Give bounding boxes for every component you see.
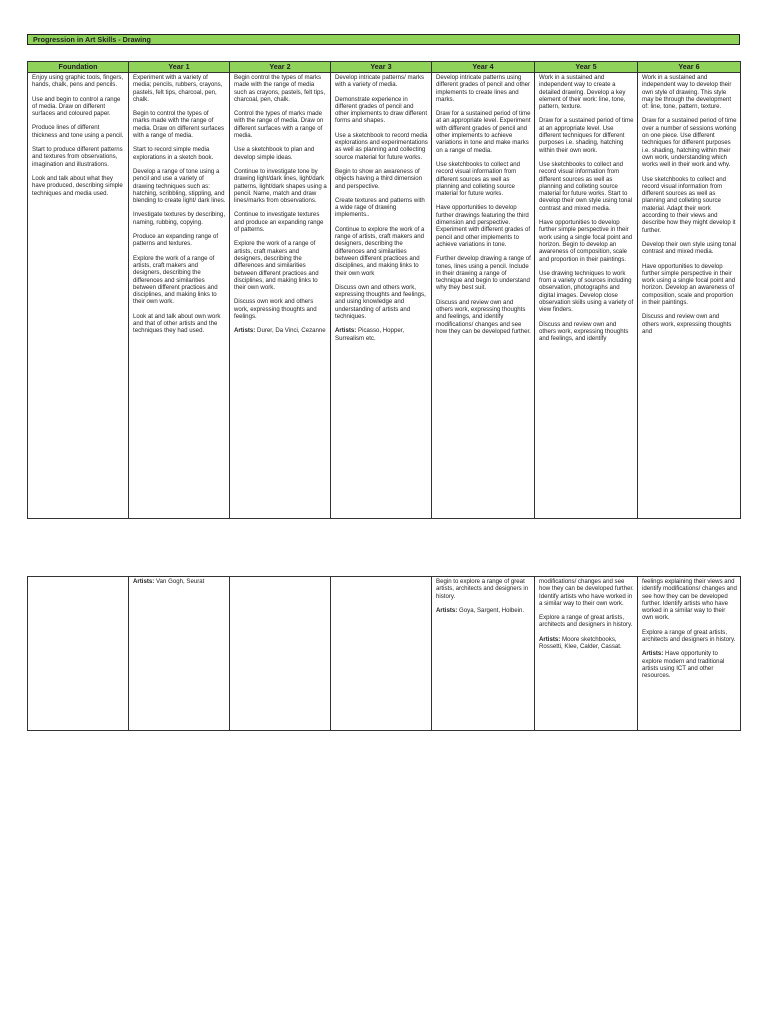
cell-paragraph: Develop intricate patterns using different grades of pencil and other implements to create lines and marks. xyxy=(436,74,531,103)
column-header: Year 1 xyxy=(129,62,230,73)
cell-year-2 xyxy=(230,577,331,731)
artists-line xyxy=(436,607,531,614)
cell-paragraph: Enjoy using graphic tools, fingers, hands, chalk, pens and pencils. xyxy=(32,74,124,89)
artists-names: Goya, Sargent, Holbein. xyxy=(457,606,525,614)
cell-paragraph: Begin to explore a range of great artists, architects and designers in history. xyxy=(436,578,529,600)
cell-paragraph: Produce an expanding range of patterns and textures. xyxy=(133,233,219,248)
cell-paragraph: Look and talk about what they have produced, describing simple techniques and media used. xyxy=(32,174,123,197)
cell-paragraph: Look at and talk about own work and that of other artists and the techniques they had used. xyxy=(133,312,221,335)
cell-paragraph: Control the types of marks made with the range of media. Draw on different surfaces with a range of media. xyxy=(234,110,324,140)
header-row xyxy=(28,62,741,73)
artists-names: Moore sketchbooks, Rossetti, Klee, Calder, Cassat. xyxy=(539,635,622,651)
cell-year-5 xyxy=(535,73,638,519)
cell-year-1 xyxy=(129,577,230,731)
artists-label: Artists: xyxy=(133,578,155,585)
cell-foundation xyxy=(28,577,129,731)
artists-line xyxy=(539,636,634,651)
page-title: Progression in Art Skills - Drawing xyxy=(27,34,740,45)
cell-paragraph: Investigate textures by describing, naming, rubbing, copying. xyxy=(133,211,226,226)
cell-paragraph: Demonstrate experience in different grades of pencil and other implements to draw different forms and shapes. xyxy=(335,95,428,125)
cell-paragraph: Begin to show an awareness of objects having a third dimension and perspective. xyxy=(335,167,423,190)
cell-year-4 xyxy=(432,73,535,519)
cell-paragraph: Draw for a sustained period of time over a number of sessions working on one piece. Use different techniques for different purposes i.e. shading, hatching within their own work, understanding which works well in their work and why. xyxy=(642,117,737,169)
cell-year-2 xyxy=(230,73,331,519)
cell-paragraph: Discuss and review own and others work, expressing thoughts and feelings, and identify xyxy=(539,320,629,343)
cell-paragraph: Continue to investigate tone by drawing light/dark lines, light/dark patterns, light/dark shapes using a pencil. Name, match and draw lines/marks from observations. xyxy=(234,167,327,205)
cell-year-5 xyxy=(535,577,638,731)
cell-paragraph: Develop intricate patterns/ marks with a variety of media. xyxy=(335,74,425,89)
cell-paragraph: modifications/ changes and see how they can be developed further. Identify artists who have worked in a similar way to their own work. xyxy=(539,578,634,607)
artists-label: Artists: xyxy=(335,327,357,335)
cell-paragraph: Explore a range of great artists, architects and designers in history. xyxy=(539,614,633,629)
cell-paragraph: Further develop drawing a range of tones, lines using a pencil. Include in their drawing a range of technique and begin to understand why they best suit. xyxy=(436,255,531,292)
cell-paragraph: Experiment with a variety of media; pencils, rubbers, crayons, pastels, felt tips, charcoal, pen, chalk. xyxy=(133,74,223,103)
artists-label: Artists: xyxy=(234,327,256,335)
artists-line xyxy=(335,327,428,342)
artists-names: Van Gogh, Seurat xyxy=(154,578,205,585)
cell-paragraph: Continue to investigate textures and produce an expanding range of patterns. xyxy=(234,211,324,234)
cell-paragraph: Continue to explore the work of a range of artists, craft makers and designers, describing the differences and similarities between different practices and disciplines, and making links to their own work xyxy=(335,225,425,277)
cell-paragraph: Explore the work of a range of artists, craft makers and designers, describing the differences and similarities between different practices and disciplines, and making links to their own work. xyxy=(133,254,218,306)
cell-paragraph: Begin control the types of marks made with the range of media such as crayons, pastels, felt tips, charcoal, pen, chalk. xyxy=(234,74,326,103)
column-header: Year 6 xyxy=(638,62,741,73)
cell-paragraph: Explore a range of great artists, architects and designers in history. xyxy=(642,628,736,644)
cell-paragraph: Develop a range of tone using a pencil and use a variety of drawing techniques such as: hatching, scribbling, stippling, and blending to create light/ dark lines. xyxy=(133,167,226,205)
cell-paragraph: Begin to control the types of marks made with the range of media. Draw on different surfaces with a range of media. xyxy=(133,110,224,140)
cell-year-3 xyxy=(331,577,432,731)
artists-names: Durer, Da Vinci, Cezanne xyxy=(255,327,326,335)
artists-label: Artists: xyxy=(436,606,458,614)
cell-paragraph: Use and begin to control a range of media. Draw on different surfaces and coloured paper. xyxy=(32,95,121,118)
cell-year-4 xyxy=(432,577,535,731)
cell-paragraph: Discuss own work and others work, expressing thoughts and feelings. xyxy=(234,298,317,321)
cell-paragraph: Draw for a sustained period of time at an appropriate level. Use different techniques for different purposes i.e. shading, hatching within their own work. xyxy=(539,117,634,154)
column-header: Year 4 xyxy=(432,62,535,73)
cell-paragraph: Use a sketchbook to record media explorations and experimentations as well as planning and collecting source material for future works. xyxy=(335,131,428,161)
cell-paragraph: Have opportunities to develop further drawings featuring the third dimension and perspective. Experiment with different grades of pencil and other implements to achieve variations in tone. xyxy=(436,204,531,248)
cell-paragraph: Use sketchbooks to collect and record visual information from different sources as well as planning and colleting source material for future works. xyxy=(436,160,521,198)
cell-paragraph: Start to record simple media explorations in a sketch book. xyxy=(133,146,214,161)
cell-paragraph: Start to produce different patterns and textures from observations, imagination and illustrations. xyxy=(32,146,123,168)
artists-line xyxy=(133,578,226,585)
cell-paragraph: Use sketchbooks to collect and record visual information from different sources as well as planning and colleting source material. Adapt their work according to their views and describe how they might develop it further. xyxy=(642,175,736,234)
artists-label: Artists: xyxy=(642,650,664,658)
cell-paragraph: Have opportunities to develop further simple perspective in their work using a single focal point and horizon. Develop an awareness of composition, scale and proportion in their paintings. xyxy=(642,262,736,307)
cell-paragraph: Use a sketchbook to plan and develop simple ideas. xyxy=(234,146,315,161)
cell-paragraph: Work in a sustained and independent way to develop their own style of drawing. This style may be through the development of: line, tone, pattern, texture. xyxy=(642,74,732,111)
table-row xyxy=(28,577,741,731)
cell-paragraph: Develop their own style using tonal contrast and mixed media. xyxy=(642,240,737,256)
artists-names: Picasso, Hopper, Surrealism etc. xyxy=(335,327,405,342)
artists-line xyxy=(642,650,737,679)
cell-paragraph: Use drawing techniques to work from a variety of sources including observation, photographs and digital images. Develop close observation skills using a variety of view finders. xyxy=(539,269,634,314)
cell-paragraph: Discuss own and others work, expressing thoughts and feelings, and using knowledge and understanding of artists and techniques. xyxy=(335,283,426,321)
cell-year-6 xyxy=(638,73,741,519)
column-header: Foundation xyxy=(28,62,129,73)
artists-line xyxy=(234,327,327,334)
cell-paragraph: Discuss and review own and others work, expressing thoughts and xyxy=(642,313,732,335)
artists-names: Have opportunity to explore modern and traditional artists using ICT and other resources. xyxy=(642,650,725,680)
table-row xyxy=(28,73,741,519)
column-header: Year 2 xyxy=(230,62,331,73)
cell-paragraph: Work in a sustained and independent way to create a detailed drawing. Develop a key element of their work: line, tone, pattern, texture. xyxy=(539,74,626,111)
column-header: Year 3 xyxy=(331,62,432,73)
progression-table-continued xyxy=(27,576,741,731)
artists-label: Artists: xyxy=(539,635,561,643)
cell-year-3 xyxy=(331,73,432,519)
cell-year-1 xyxy=(129,73,230,519)
cell-paragraph: Discuss and review own and others work, expressing thoughts and feelings, and identify modifications/ changes and see how they can be developed further. xyxy=(436,298,531,335)
cell-paragraph: Have opportunities to develop further simple perspective in their work using a single focal point and horizon. Begin to develop an awareness of composition, scale and proportion in their paintings. xyxy=(539,219,633,263)
column-header: Year 5 xyxy=(535,62,638,73)
cell-paragraph: Use sketchbooks to collect and record visual information from different sources as well as planning and colleting source material for future works. Start to develop their own style using tonal contrast and mixed media. xyxy=(539,160,633,212)
cell-paragraph: Produce lines of different thickness and tone using a pencil. xyxy=(32,124,124,139)
cell-paragraph: Create textures and patterns with a wide rage of drawing implements.. xyxy=(335,196,425,219)
cell-paragraph: Explore the work of a range of artists, craft makers and designers, describing the differences and similarities between different practices and disciplines, and making links to their own work. xyxy=(234,240,319,292)
progression-table xyxy=(27,61,741,519)
cell-year-6 xyxy=(638,577,741,731)
cell-paragraph: feelings explaining their views and identify modifications/ changes and see how they can be developed further. Identify artists who have worked in a similar way to their own work. xyxy=(642,578,737,622)
cell-foundation xyxy=(28,73,129,519)
cell-paragraph: Draw for a sustained period of time at an appropriate level. Experiment with different grades of pencil and other implements to achieve variations in tone and make marks on a range of media. xyxy=(436,110,531,154)
